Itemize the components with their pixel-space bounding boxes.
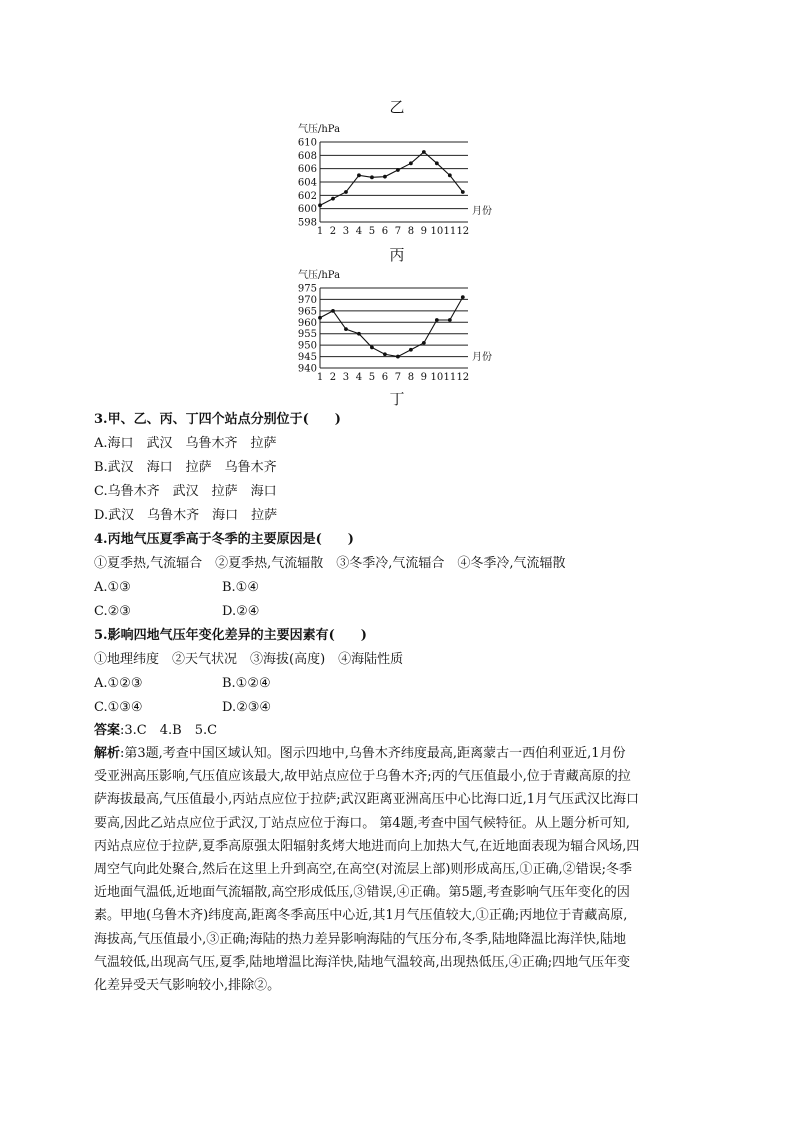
data-point [448, 318, 452, 322]
series-line [320, 152, 463, 205]
data-point [344, 190, 348, 194]
q5-option-c[interactable]: C.①③④ [94, 700, 143, 715]
data-point [383, 352, 387, 356]
x-axis-label: 月份 [472, 352, 492, 363]
x-tick-label: 8 [407, 372, 415, 383]
x-tick-label: 3 [342, 372, 350, 383]
data-point [357, 332, 361, 336]
data-point [461, 190, 465, 194]
data-point [318, 316, 322, 320]
y-tick-label: 606 [297, 164, 317, 176]
data-point [331, 197, 335, 201]
analysis-line: 气温较低,出现高气压,夏季,陆地增温比海洋快,陆地气温较高,出现热低压,④正确;四地气压年变 [94, 954, 631, 970]
analysis-label: 解析 [94, 746, 121, 761]
data-point [409, 348, 413, 352]
question-3 [94, 408, 714, 528]
x-tick-label: 9 [420, 226, 428, 237]
x-tick-label: 5 [368, 372, 376, 383]
y-tick-label: 600 [297, 204, 317, 216]
y-tick-label: 960 [297, 317, 317, 329]
chart-bing-svg [296, 118, 516, 244]
y-axis-label: 气压/hPa [298, 124, 341, 135]
x-tick-label: 10 [430, 372, 444, 383]
question-5-title: 5.影响四地气压年变化差异的主要因素有( ) [94, 628, 367, 643]
data-point [396, 168, 400, 172]
y-tick-label: 965 [297, 306, 317, 318]
answer-text: :3.C 4.B 5.C [120, 723, 218, 738]
analysis-line: :第3题,考查中国区域认知。图示四地中,乌鲁木齐纬度最高,距离蒙古一西伯利亚近,1月份 [120, 746, 626, 761]
analysis-line: 要高,因此乙站点应位于武汉,丁站点应位于海口。 第4题,考查中国气候特征。从上题分析可知, [94, 815, 630, 831]
question-4-stem: ①夏季热,气流辐合 ②夏季热,气流辐散 ③冬季冷,气流辐合 ④冬季冷,气流辐散 [94, 556, 566, 571]
x-tick-label: 11 [443, 372, 457, 383]
data-point [383, 175, 387, 179]
analysis-line: 海拔高,气压值最小,③正确;海陆的热力差异影响海陆的气压分布,冬季,陆地降温比海洋快,陆地 [94, 931, 627, 947]
y-tick-label: 970 [297, 294, 317, 306]
y-axis-label: 气压/hPa [298, 270, 341, 281]
q5-option-b[interactable]: B.①②④ [222, 676, 271, 691]
caption-yi: 乙 [389, 98, 405, 116]
data-point [461, 295, 465, 299]
x-tick-label: 5 [368, 226, 376, 237]
data-point [435, 318, 439, 322]
data-point [448, 173, 452, 177]
analysis-line: 周空气向此处聚合,然后在这里上升到高空,在高空(对流层上部)则形成高压,①正确,②错误;冬季 [94, 862, 633, 878]
y-tick-label: 975 [297, 283, 317, 295]
caption-ding: 丁 [389, 390, 405, 408]
analysis-line: 受亚洲高压影响,气压值应该最大,故甲站点应位于乌鲁木齐;丙的气压值最小,位于青藏高原的拉 [94, 769, 631, 785]
chart-ding [296, 264, 516, 390]
x-tick-label: 12 [456, 372, 470, 383]
analysis [94, 742, 708, 997]
q4-option-a[interactable]: A.①③ [94, 580, 131, 595]
y-tick-label: 610 [297, 137, 317, 149]
q5-option-d[interactable]: D.②③④ [222, 700, 272, 715]
answer-line [94, 719, 708, 742]
x-tick-label: 12 [456, 226, 470, 237]
question-5-stem: ①地理纬度 ②天气状况 ③海拔(高度) ④海陆性质 [94, 652, 404, 667]
data-point [396, 355, 400, 359]
data-point [370, 346, 374, 350]
x-tick-label: 2 [329, 226, 337, 237]
x-tick-label: 7 [394, 226, 402, 237]
q3-option-c[interactable]: C.乌鲁木齐 武汉 拉萨 海口 [94, 484, 277, 499]
y-tick-label: 945 [297, 352, 317, 364]
q4-option-c[interactable]: C.②③ [94, 604, 131, 619]
q5-option-a[interactable]: A.①②③ [94, 676, 143, 691]
y-tick-label: 940 [297, 363, 317, 375]
answer-label: 答案 [94, 723, 121, 738]
x-tick-label: 3 [342, 226, 350, 237]
analysis-line: 萨海拔最高,气压值最小,丙站点应位于拉萨;武汉距离亚洲高压中心比海口近,1月气压武汉比海口 [94, 792, 640, 808]
y-tick-label: 598 [297, 217, 317, 229]
y-tick-label: 608 [297, 150, 317, 162]
y-tick-label: 604 [297, 177, 317, 189]
x-tick-label: 4 [355, 372, 363, 383]
q3-option-b[interactable]: B.武汉 海口 拉萨 乌鲁木齐 [94, 460, 277, 475]
x-axis-label: 月份 [472, 206, 492, 217]
question-4 [94, 528, 714, 624]
x-tick-label: 10 [430, 226, 444, 237]
x-tick-label: 7 [394, 372, 402, 383]
question-4-title: 4.丙地气压夏季高于冬季的主要原因是( ) [94, 532, 354, 547]
x-tick-label: 2 [329, 372, 337, 383]
data-point [422, 150, 426, 154]
question-5 [94, 624, 714, 720]
data-point [435, 161, 439, 165]
analysis-line: 素。甲地(乌鲁木齐)纬度高,距离冬季高压中心近,其1月气压值较大,①正确;丙地位于青藏高原, [94, 908, 628, 924]
chart-bing [296, 118, 516, 244]
data-point [331, 309, 335, 313]
x-tick-label: 1 [316, 226, 324, 237]
analysis-line: 丙站点应位于拉萨,夏季高原强太阳辐射炙烤大地进而向上加热大气,在近地面表现为辐合风场,四 [94, 838, 640, 854]
series-line [320, 297, 463, 356]
caption-bing: 丙 [389, 246, 405, 264]
x-tick-label: 1 [316, 372, 324, 383]
q3-option-d[interactable]: D.武汉 乌鲁木齐 海口 拉萨 [94, 508, 278, 523]
y-tick-label: 602 [297, 190, 317, 202]
x-tick-label: 6 [381, 372, 389, 383]
x-tick-label: 6 [381, 226, 389, 237]
q4-option-d[interactable]: D.②④ [222, 604, 260, 619]
data-point [344, 327, 348, 331]
x-tick-label: 4 [355, 226, 363, 237]
data-point [357, 173, 361, 177]
data-point [422, 341, 426, 345]
data-point [318, 203, 322, 207]
analysis-line: 化差异受天气影响较小,排除②。 [94, 978, 281, 994]
data-point [409, 161, 413, 165]
x-tick-label: 9 [420, 372, 428, 383]
data-point [370, 175, 374, 179]
chart-ding-svg [296, 264, 516, 390]
q4-option-b[interactable]: B.①④ [222, 580, 259, 595]
x-tick-label: 11 [443, 226, 457, 237]
q3-option-a[interactable]: A.海口 武汉 乌鲁木齐 拉萨 [94, 436, 277, 451]
y-tick-label: 955 [297, 329, 317, 341]
x-tick-label: 8 [407, 226, 415, 237]
y-tick-label: 950 [297, 340, 317, 352]
analysis-line: 近地面气温低,近地面气流辐散,高空形成低压,③错误,④正确。第5题,考查影响气压年变化的因 [94, 885, 630, 901]
question-3-title: 3.甲、乙、丙、丁四个站点分别位于( ) [94, 412, 341, 427]
